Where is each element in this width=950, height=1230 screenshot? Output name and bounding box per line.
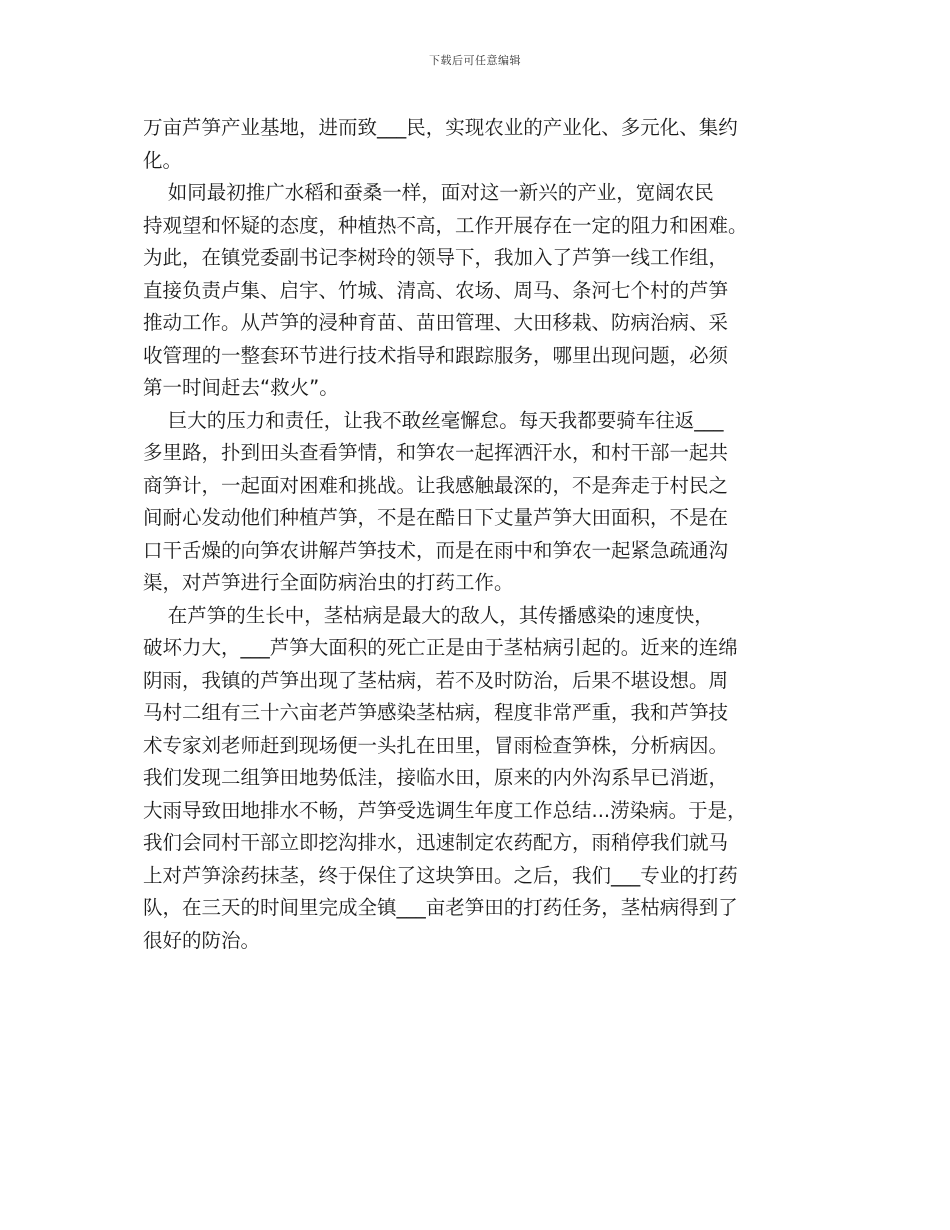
text-line: 大雨导致田地排水不畅，芦笋受选调生年度工作总结...涝染病。于是， — [143, 798, 747, 822]
text-line: 阴雨，我镇的芦笋出现了茎枯病，若不及时防治，后果不堪设想。周 — [143, 668, 729, 692]
text-line: 间耐心发动他们种植芦笋，不是在酷日下丈量芦笋大田面积，不是在 — [143, 506, 729, 529]
text-line: 很好的防治。 — [143, 928, 261, 952]
text-line: 破坏力大，___芦笋大面积的死亡正是由于茎枯病引起的。近来的连绵 — [143, 636, 738, 659]
text-line: 万亩芦笋产业基地，进而致___民，实现农业的产业化、多元化、集约 — [143, 116, 738, 139]
text-line: 收管理的一整套环节进行技术指导和跟踪服务，哪里出现问题，必须 — [143, 343, 729, 367]
text-line: 如同最初推广水稻和蚕桑一样，面对这一新兴的产业，宽阔农民 — [143, 181, 714, 204]
text-line: 口干舌燥的向笋农讲解芦笋技术，而是在雨中和笋农一起紧急疏通沟 — [143, 538, 729, 562]
text-line: 持观望和怀疑的态度，种植热不高，工作开展存在一定的阻力和困难。 — [143, 213, 748, 237]
text-line: 术专家刘老师赶到现场便一头扎在田里，冒雨检查笋株，分析病因。 — [143, 733, 729, 757]
text-line: 我们发现二组笋田地势低洼，接临水田，原来的内外沟系早已消逝， — [143, 766, 729, 789]
text-line: 化。 — [143, 148, 183, 172]
text-line: 马村二组有三十六亩老芦笋感染茎枯病，程度非常严重，我和芦笋技 — [143, 701, 729, 724]
text-line: 渠，对芦笋进行全面防病治虫的打药工作。 — [143, 571, 514, 594]
text-line: 上对芦笋涂药抹茎，终于保住了这块笋田。之后，我们___专业的打药 — [143, 863, 738, 887]
text-line: 商笋计，一起面对困难和挑战。让我感触最深的，不是奔走于村民之 — [143, 473, 729, 497]
document-body — [143, 112, 813, 957]
text-line: 队，在三天的时间里完成全镇___亩老笋田的打药任务，茎枯病得到了 — [143, 896, 738, 919]
text-line: 在芦笋的生长中，茎枯病是最大的敌人，其传播感染的速度快， — [143, 603, 714, 627]
text-line: 直接负责卢集、启宇、竹城、清高、农场、周马、条河七个村的芦笋 — [143, 278, 729, 302]
page-header: 下载后可任意编辑 — [429, 54, 521, 67]
text-line: 我们会同村干部立即挖沟排水，迅速制定农药配方，雨稍停我们就马 — [143, 831, 729, 854]
text-line: 为此，在镇党委副书记李树玲的领导下，我加入了芦笋一线工作组， — [143, 246, 729, 269]
text-line: 推动工作。从芦笋的浸种育苗、苗田管理、大田移栽、防病治病、采 — [143, 311, 729, 334]
text-line: 巨大的压力和责任，让我不敢丝毫懈怠。每天我都要骑车往返___ — [143, 408, 724, 432]
text-line: 第一时间赶去“救火”。 — [143, 376, 339, 399]
text-line: 多里路，扑到田头查看笋情，和笋农一起挥洒汗水，和村干部一起共 — [143, 441, 729, 464]
